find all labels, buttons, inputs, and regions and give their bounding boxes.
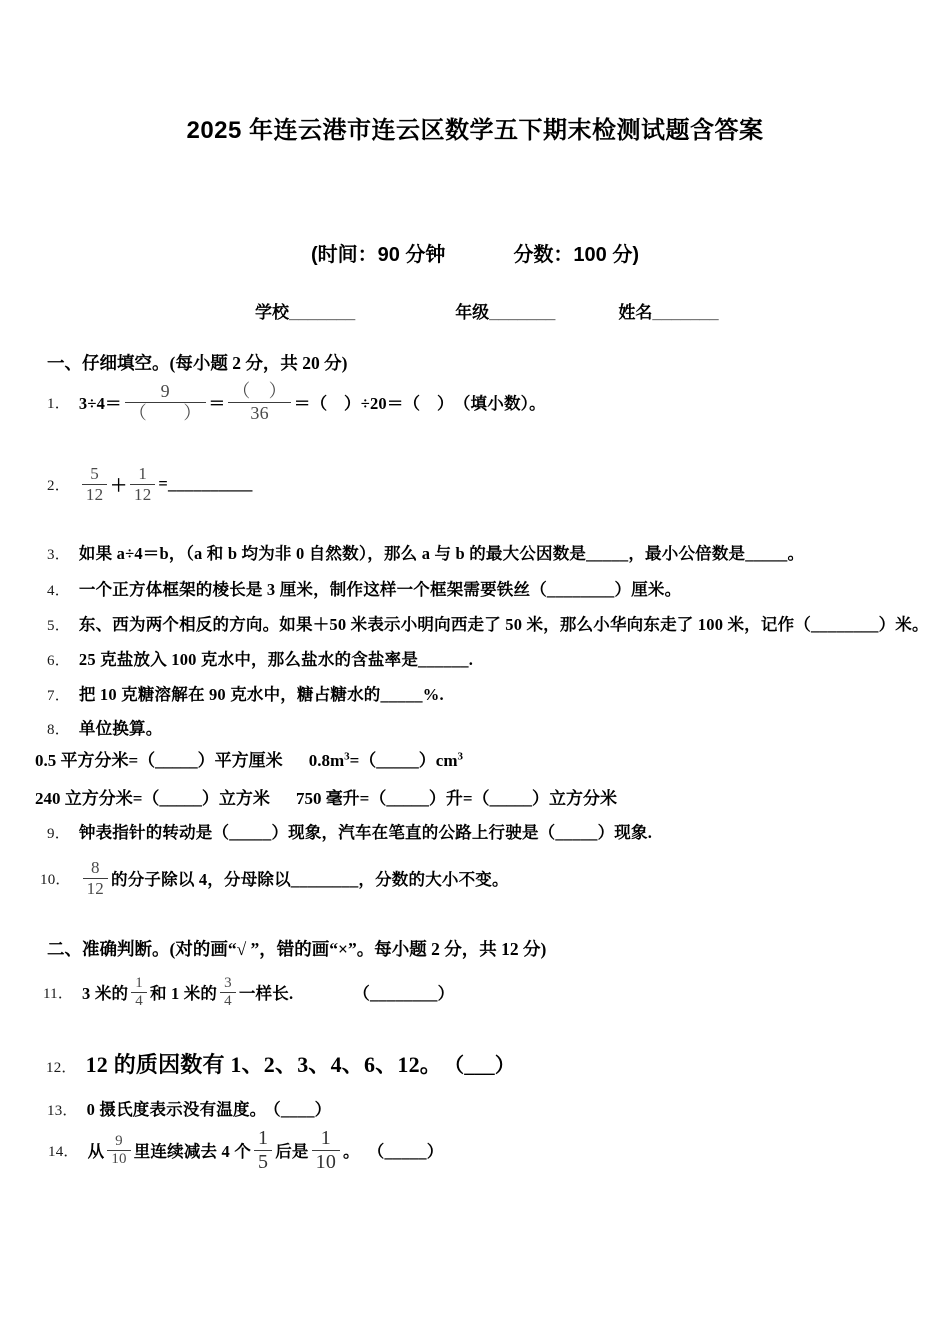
- school-label: 学校: [255, 303, 289, 322]
- fraction: [254, 1127, 272, 1173]
- fraction: [125, 381, 206, 422]
- question-3: [47, 540, 804, 564]
- page-title: 2025 年连云港市连云区数学五下期末检测试题含答案: [186, 117, 764, 144]
- question-6-text: 25 克盐放入 100 克水中，那么盐水的含盐率是______.: [78, 650, 474, 669]
- question-7: [47, 681, 444, 705]
- question-1-number: 1．: [47, 395, 70, 412]
- school-blank-line: _______: [289, 303, 356, 322]
- question-5-number: 5．: [47, 618, 70, 634]
- question-4-text: 一个正方体框架的棱长是 3 厘米，制作这样一个框架需要铁丝（________）厘米。: [78, 580, 682, 599]
- fraction-numerator: 9: [115, 1132, 123, 1149]
- fraction-denominator: 36: [228, 402, 291, 423]
- question-4: [47, 576, 681, 600]
- fraction-numerator: 1: [138, 464, 148, 484]
- question-14-post: 。: [343, 1142, 360, 1161]
- question-10-text: 的分子除以 4，分母除以________，分数的大小不变。: [111, 870, 509, 889]
- fraction-denominator: 12: [83, 878, 108, 898]
- fraction: [107, 1133, 130, 1168]
- question-11-pre: 3 米的: [82, 984, 129, 1003]
- student-info-row: [255, 298, 719, 323]
- question-11: [43, 968, 454, 1016]
- fraction: [82, 464, 107, 503]
- question-3-text: 如果 a÷4＝b，（a 和 b 均为非 0 自然数），那么 a 与 b 的最大公因数是_____，最小公倍数是_____。: [78, 544, 805, 563]
- total-score: 分数：100 分): [513, 244, 640, 266]
- fraction: [130, 464, 155, 503]
- fraction-denominator: 5: [254, 1150, 272, 1173]
- conversion-m3-base: 0.8m: [308, 751, 345, 770]
- question-9: [47, 819, 652, 843]
- exam-meta: [0, 238, 950, 267]
- question-9-number: 9．: [47, 826, 70, 842]
- section-2-heading: 二、准确判断。(对的画“√ ”，错的画“×”。每小题 2 分，共 12 分): [47, 939, 547, 959]
- fraction-numerator: （ ）: [232, 381, 287, 402]
- question-1-pre: 3÷4＝: [78, 394, 122, 413]
- answer-blank: （____）: [272, 1100, 332, 1119]
- conversion-sq-dm: 0.5 平方分米=（_____）平方厘米: [35, 751, 283, 770]
- fraction-denominator: 4: [220, 992, 236, 1010]
- question-3-number: 3．: [47, 547, 70, 563]
- question-6: [47, 646, 473, 670]
- time-limit: (时间：90 分钟: [310, 244, 446, 266]
- question-2-number: 2．: [47, 477, 70, 494]
- fraction-denominator: 12: [82, 484, 107, 504]
- question-13: [47, 1096, 331, 1120]
- question-8-number: 8．: [47, 722, 70, 738]
- question-14-number: 14．: [48, 1143, 79, 1160]
- question-11-number: 11．: [43, 985, 74, 1002]
- question-1: [47, 372, 546, 432]
- question-8: [47, 715, 162, 739]
- question-6-number: 6．: [47, 653, 70, 669]
- question-1-post: ＝（ ）÷20＝（ ） （填小数）。: [293, 394, 546, 413]
- grade-label: 年级: [455, 303, 490, 322]
- fraction: [131, 975, 147, 1010]
- question-14-mid2: 后是: [275, 1142, 309, 1161]
- question-14-mid1: 里连续减去 4 个: [133, 1142, 252, 1161]
- question-7-text: 把 10 克糖溶解在 90 克水中，糖占糖水的_____%.: [78, 685, 444, 704]
- question-7-number: 7．: [47, 688, 70, 704]
- question-12-text: 12 的质因数有 1、2、3、4、6、12。: [85, 1052, 443, 1077]
- fraction: [312, 1127, 340, 1173]
- question-13-text: 0 摄氏度表示没有温度。: [86, 1100, 267, 1119]
- question-13-number: 13．: [47, 1103, 78, 1119]
- question-2: [47, 456, 253, 512]
- fraction-denominator: 4: [131, 992, 147, 1010]
- fraction: [228, 381, 291, 422]
- fraction-numerator: 3: [224, 974, 232, 991]
- school-field: [255, 298, 355, 323]
- name-blank-line: _______: [652, 303, 719, 322]
- question-8-text: 单位换算。: [78, 719, 163, 738]
- fraction-numerator: 1: [258, 1127, 269, 1150]
- fraction: [220, 975, 236, 1010]
- question-5-text: 东、西为两个相反的方向。如果＋50 米表示小明向西走了 50 米，那么小华向东走了 100 米，记作（________）米。: [78, 615, 929, 634]
- conversion-ml: 750 毫升=（_____）升=（_____）立方分米: [295, 789, 618, 808]
- fraction-numerator: 1: [320, 1127, 331, 1150]
- fraction-numerator: 5: [90, 464, 99, 484]
- question-12: [46, 1048, 515, 1079]
- superscript-3: 3: [344, 750, 350, 763]
- conversion-cubic-dm: 240 立方分米=（_____）立方米: [35, 789, 270, 808]
- name-field: [618, 298, 718, 323]
- fraction-numerator: 1: [135, 974, 143, 991]
- question-10-number: 10．: [40, 871, 71, 888]
- fraction-denominator: 10: [312, 1150, 340, 1173]
- answer-blank: （___）: [444, 1055, 516, 1077]
- question-8-line-2: [35, 784, 617, 809]
- equals-sign: ＝: [208, 394, 226, 413]
- grade-blank-line: _______: [489, 303, 556, 322]
- question-12-number: 12．: [46, 1060, 77, 1076]
- superscript-3: 3: [457, 750, 464, 763]
- question-14: [48, 1122, 443, 1178]
- fraction: [83, 858, 108, 897]
- question-2-blank: =__________: [158, 474, 253, 493]
- fraction-numerator: 9: [160, 381, 170, 402]
- conversion-cm3-base: =（_____）cm: [349, 751, 458, 770]
- question-4-number: 4．: [47, 583, 70, 599]
- fraction-denominator: 10: [107, 1150, 130, 1168]
- plus-sign: ＋: [110, 476, 128, 495]
- question-11-post: 一样长.: [238, 984, 294, 1003]
- question-9-text: 钟表指针的转动是（_____）现象，汽车在笔直的公路上行驶是（_____）现象.: [78, 823, 653, 842]
- name-label: 姓名: [618, 303, 653, 322]
- section-1-heading: 一、仔细填空。(每小题 2 分，共 20 分): [47, 353, 348, 373]
- question-14-pre: 从: [87, 1142, 105, 1161]
- grade-field: [455, 298, 555, 323]
- answer-blank: （_____）: [367, 1142, 444, 1161]
- answer-blank: （________）: [353, 984, 455, 1003]
- question-8-line-1: [35, 746, 463, 771]
- fraction-numerator: 8: [90, 858, 100, 878]
- question-5: [47, 611, 929, 635]
- question-11-mid: 和 1 米的: [149, 984, 218, 1003]
- question-10: [40, 852, 509, 904]
- fraction-denominator: （ ）: [125, 402, 206, 423]
- fraction-denominator: 12: [130, 484, 155, 504]
